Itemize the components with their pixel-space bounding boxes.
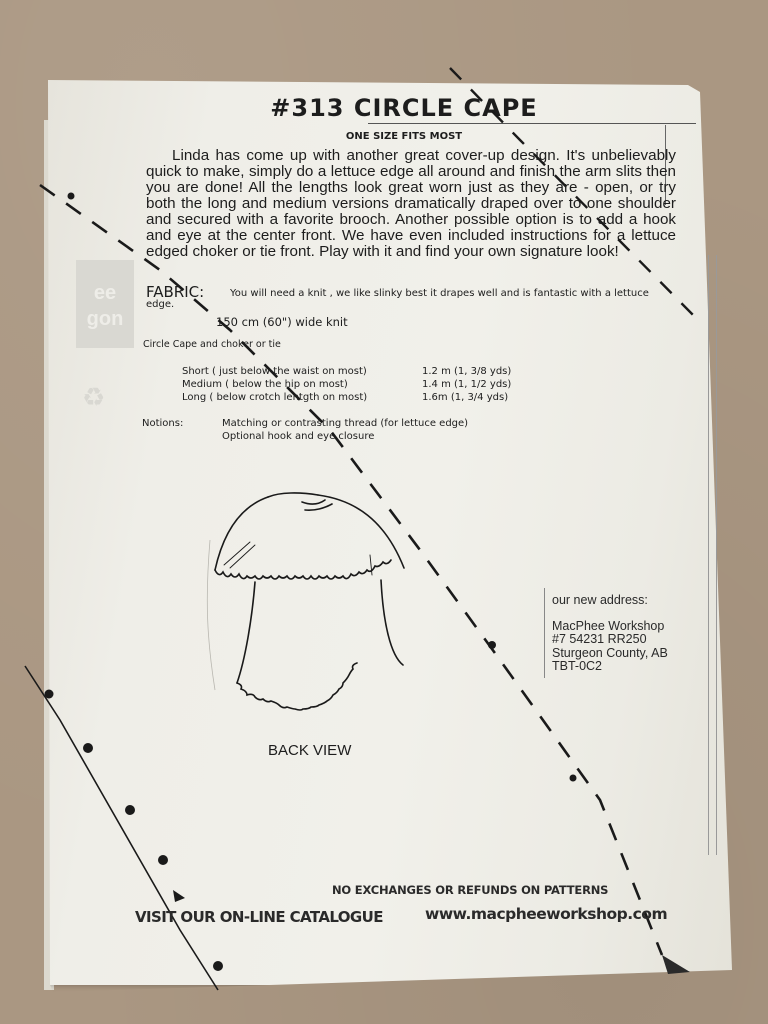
address-line: MacPhee Workshop [552,618,665,633]
recycle-icon: ♻ [82,382,106,412]
yardage-amount: 1.6m (1, 3/4 yds) [422,392,509,403]
pattern-subtitle: ONE SIZE FITS MOST [345,131,463,142]
address-heading: our new address: [552,593,648,607]
fabric-description-cont: edge. [146,299,175,310]
fabric-description: You will need a knit , we like slinky best it drapes well and is fantastic with a lettuce [230,288,649,299]
yardage-size: Short ( just below the waist on most) [182,366,367,377]
address-line: #7 54231 RR250 [552,632,647,646]
watermark-text: ee [93,282,117,304]
watermark-text: gon [86,308,124,330]
yardage-size: Medium ( below the hip on most) [182,379,348,390]
yardage-amount: 1.2 m (1, 3/8 yds) [422,366,512,377]
address-line: TBT-0C2 [552,659,603,673]
address-divider [544,588,545,678]
address-block [552,594,668,674]
notion-item: Matching or contrasting thread (for lettuce edge) [222,418,469,429]
notion-item: Optional hook and eye closure [222,431,375,442]
catalogue-label: VISIT OUR ON-LINE CATALOGUE [135,908,383,926]
yardage-size: Long ( below crotch lentgth on most) [182,392,368,403]
no-refunds-notice: NO EXCHANGES OR REFUNDS ON PATTERNS [332,883,609,897]
illustration-caption: BACK VIEW [268,742,352,759]
pattern-title: #313 CIRCLE CAPE [270,94,538,122]
notions-label: Notions: [142,418,184,429]
intro-text: Linda has come up with another great cover-up design. It's unbelievably quick to make, simply do a lettuce edge all around and finish the arm slits then you are done! All the lengths look great worn just as they are - open, or try both the long and medium versions dramatically draped over to one shoulder and secured with a favorite brooch. Another possible option is to add a hook and eye at the center front. We have even included instructions for a lettuce edged choker or tie front. Play with it and find your own signature look! [146,147,676,260]
yardage-heading: Circle Cape and choker or tie [143,339,281,350]
website-link[interactable]: www.macpheeworkshop.com [425,905,668,923]
fabric-label: FABRIC: [146,283,205,301]
fabric-width: 150 cm (60") wide knit [216,315,348,329]
yardage-amount: 1.4 m (1, 1/2 yds) [422,379,512,390]
address-line: Sturgeon County, AB [552,645,668,660]
